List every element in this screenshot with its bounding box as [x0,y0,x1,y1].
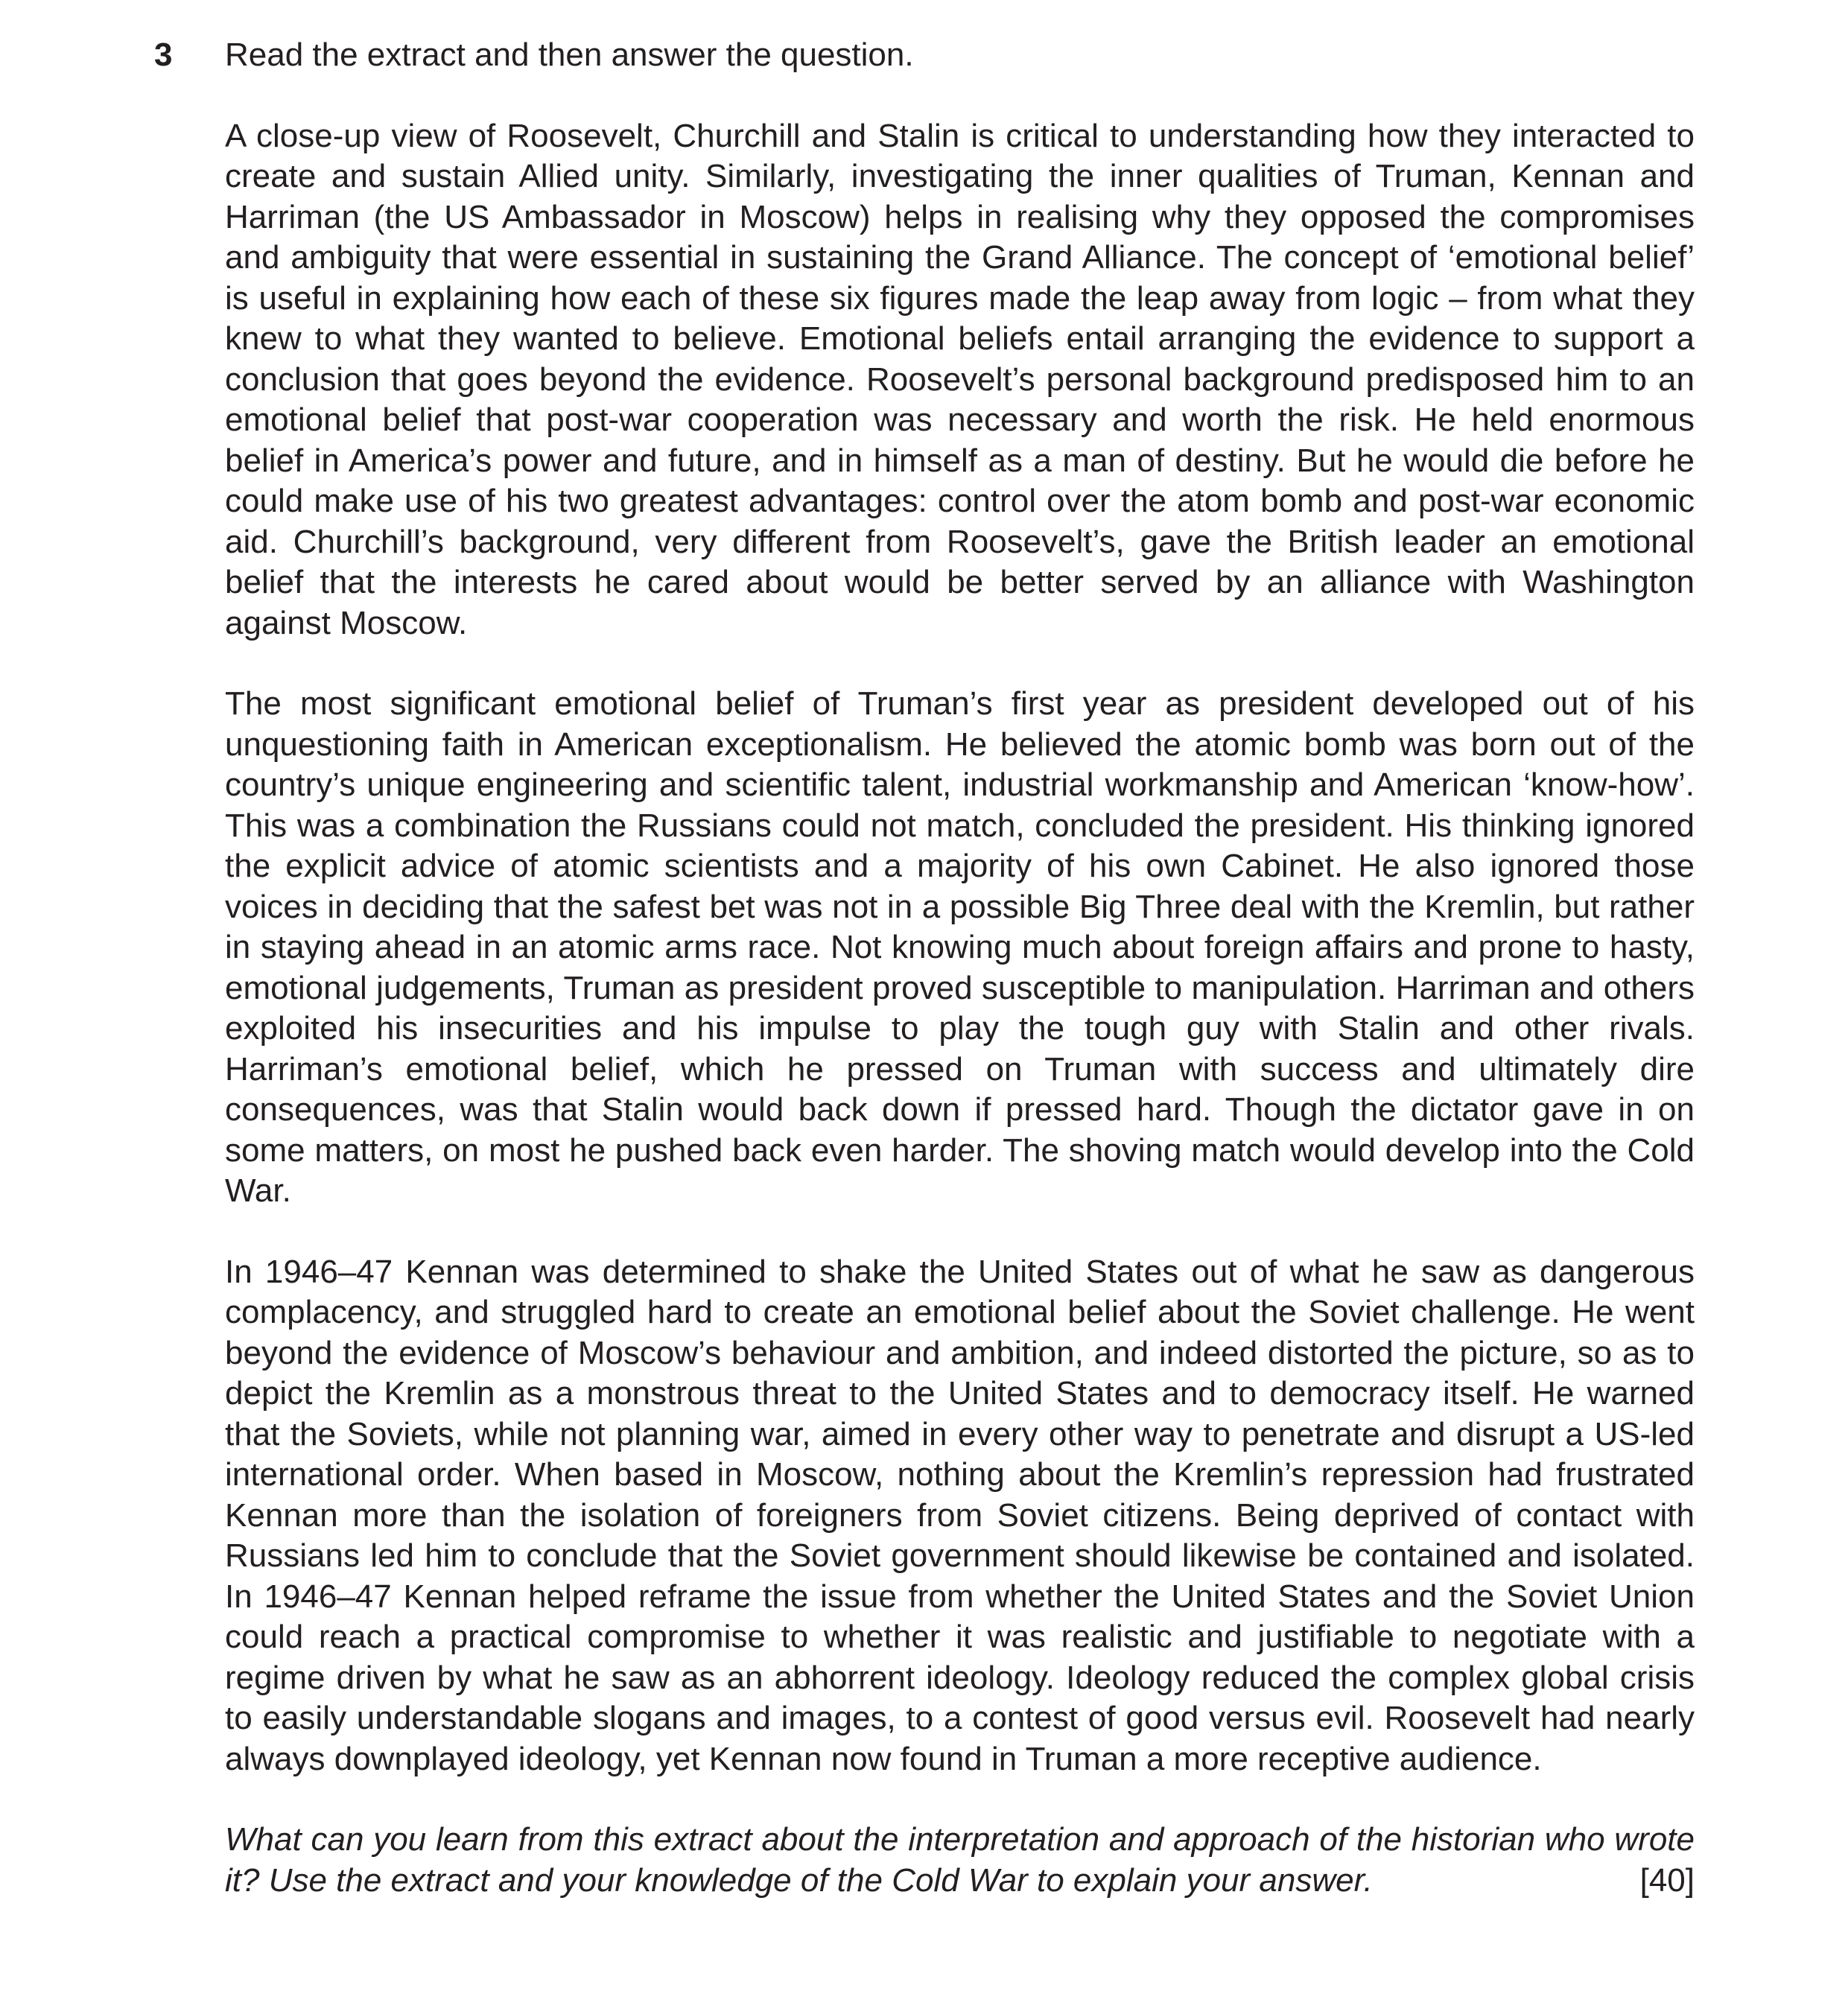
instruction-text: Read the extract and then answer the question. [225,36,914,73]
marks-label: [40] [1639,1861,1695,1899]
extract-paragraph-1: A close-up view of Roosevelt, Churchill and Stalin is critical to understanding how they interacted to create and sustain Allied unity. Similarly, investigating the inner qualities of Truman, Kennan and Harriman (the US Ambassador in Moscow) helps in realising why they opposed the compromises and ambiguity that were essential in sustaining the Grand Alliance. The concept of ‘emotional belief’ is useful in explaining how each of these six figures made the leap away from logic – from what they knew to what they wanted to believe. Emotional beliefs entail arranging the evidence to support a conclusion that goes beyond the evidence. Roosevelt’s personal background predisposed him to an emotional belief that post-war cooperation was necessary and worth the risk. He held enormous belief in America’s power and future, and in himself as a man of destiny. But he would die before he could make use of his two greatest advantages: control over the atom bomb and post-war economic aid. Churchill’s background, very different from Roosevelt’s, gave the British leader an emotional belief that the interests he cared about would be better served by an alliance with Washington against Moscow. [225,117,1695,641]
extract-paragraph-2: The most significant emotional belief of Truman’s first year as president developed out of his unquestioning faith in American exceptionalism. He believed the atomic bomb was born out of the country’s unique engineering and scientific talent, industrial workmanship and American ‘know-how’. This was a combination the Russians could not match, concluded the president. His thinking ignored the explicit advice of atomic scientists and a majority of his own Cabinet. He also ignored those voices in deciding that the safest bet was not in a possible Big Three deal with the Kremlin, but rather in staying ahead in an atomic arms race. Not knowing much about foreign affairs and prone to hasty, emotional judgements, Truman as president proved susceptible to manipulation. Harriman and others exploited his insecurities and his impulse to play the tough guy with Stalin and other rivals. Harriman’s emotional belief, which he pressed on Truman with success and ultimately dire consequences, was that Stalin would back down if pressed hard. Though the dictator gave in on some matters, on most he pushed back even harder. The shoving match would develop into the Cold War. [225,685,1695,1209]
question-prompt [225,1820,1695,1901]
extract-paragraph-3: In 1946–47 Kennan was determined to shake the United States out of what he saw as dangerous complacency, and struggled hard to create an emotional belief about the Soviet challenge. He went beyond the evidence of Moscow’s behaviour and ambition, and indeed distorted the picture, so as to depict the Kremlin as a monstrous threat to the United States and to democracy itself. He warned that the Soviets, while not planning war, aimed in every other way to penetrate and disrupt a US-led international order. When based in Moscow, nothing about the Kremlin’s repression had frustrated Kennan more than the isolation of foreigners from Soviet citizens. Being deprived of contact with Russians led him to conclude that the Soviet government should likewise be contained and isolated. In 1946–47 Kennan helped reframe the issue from whether the United States and the Soviet Union could reach a practical compromise to whether it was realistic and justifiable to negotiate with a regime driven by what he saw as an abhorrent ideology. Ideology reduced the complex global crisis to easily understandable slogans and images, to a contest of good versus evil. Roosevelt had nearly always downplayed ideology, yet Kennan now found in Truman a more receptive audience. [225,1253,1695,1777]
extract [225,116,1695,1780]
question-number: 3 [154,36,173,73]
question-body [225,35,1695,1901]
question-text: What can you learn from this extract about the interpretation and approach of the historian who wrote it? Use the extract and your knowledge of the Cold War to explain your answer. [225,1821,1695,1899]
